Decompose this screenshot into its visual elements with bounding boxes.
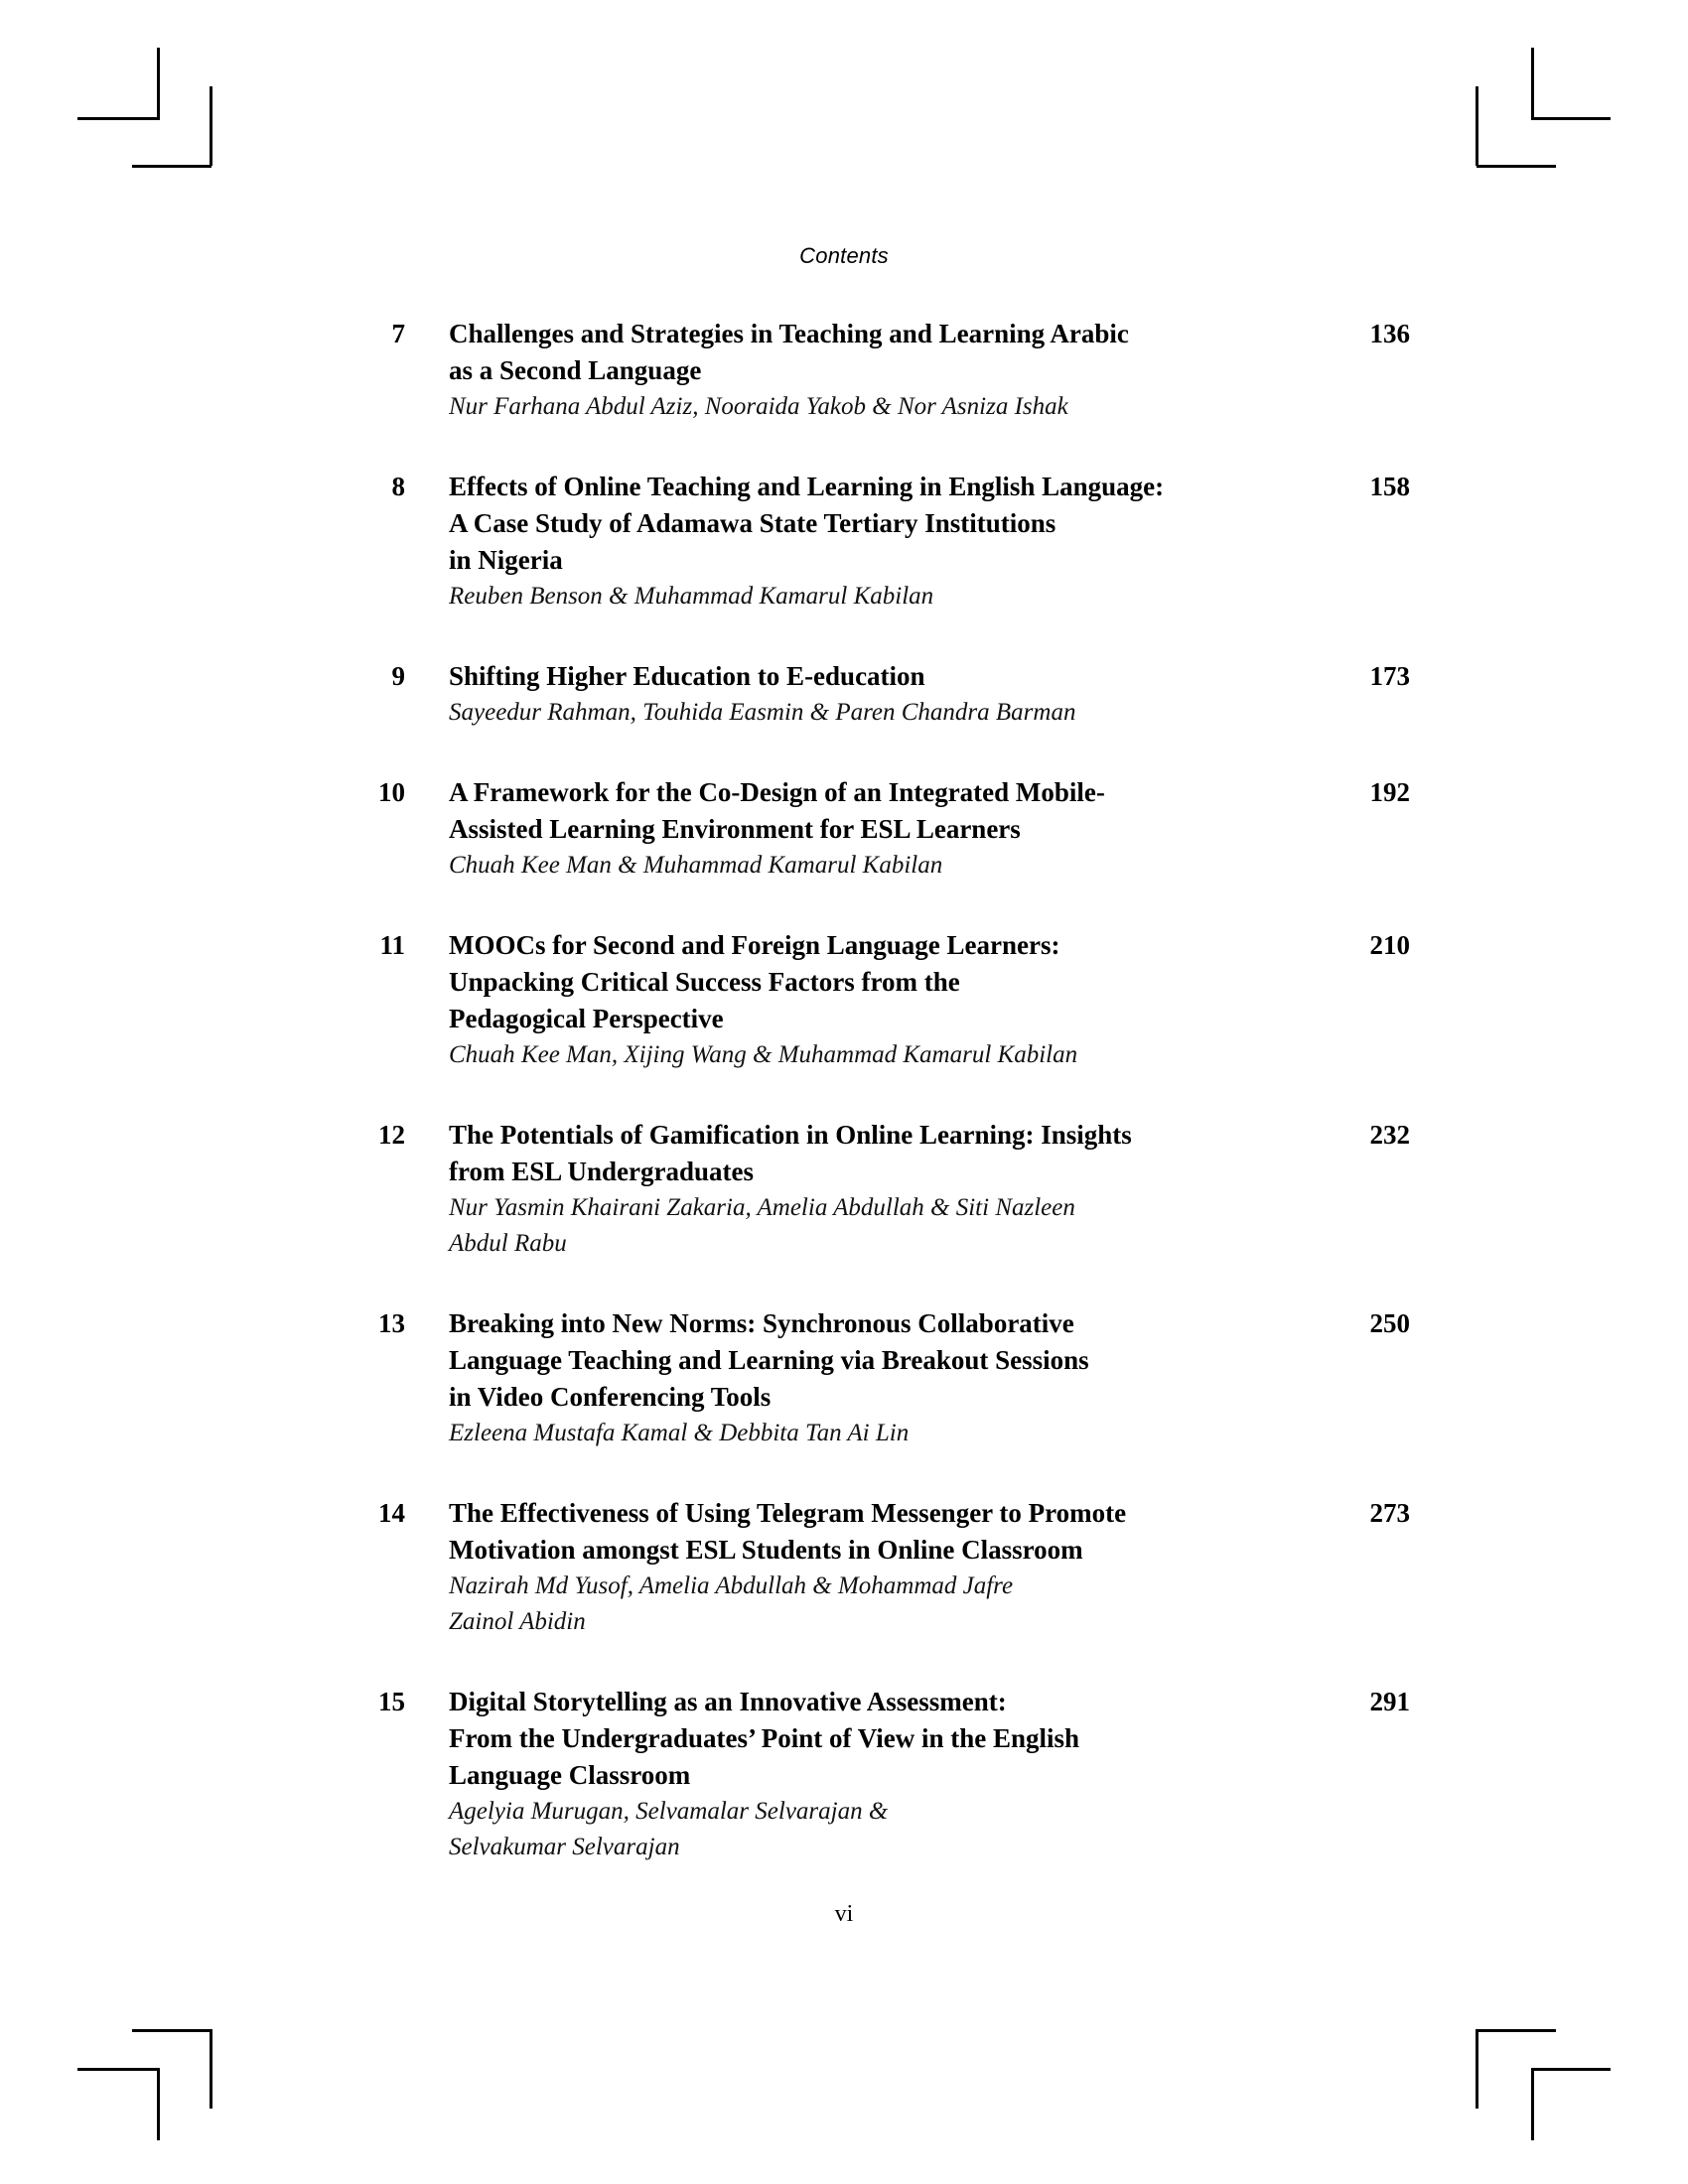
toc-entry[interactable] (338, 927, 1410, 1073)
toc-entry-row (338, 469, 1410, 614)
chapter-title[interactable] (449, 927, 1233, 1037)
toc-entry-body (405, 927, 1410, 1073)
chapter-page-number[interactable]: 232 (1369, 1120, 1410, 1150)
page-folio: vi (834, 1901, 854, 1927)
chapter-title-line: in Video Conferencing Tools (449, 1382, 772, 1412)
toc-entry[interactable] (338, 469, 1410, 614)
chapter-title[interactable] (449, 774, 1233, 848)
chapter-authors-line: Abdul Rabu (449, 1230, 567, 1257)
toc-entry-body (405, 774, 1410, 884)
chapter-title-line: Digital Storytelling as an Innovative Assessment: (449, 1687, 1007, 1716)
toc-entry-row (338, 1117, 1410, 1262)
chapter-authors (449, 848, 1410, 884)
chapter-authors-line: Nur Yasmin Khairani Zakaria, Amelia Abdullah & Siti Nazleen (449, 1194, 1075, 1221)
chapter-number: 8 (391, 472, 405, 501)
chapter-authors-line: Chuah Kee Man & Muhammad Kamarul Kabilan (449, 852, 943, 879)
chapter-authors-line: Reuben Benson & Muhammad Kamarul Kabilan (449, 583, 934, 610)
chapter-title-line: Challenges and Strategies in Teaching and Learning Arabic (449, 319, 1129, 348)
toc-entry-body (405, 658, 1410, 731)
crop-mark-line (1531, 117, 1611, 120)
chapter-number: 10 (378, 777, 405, 807)
chapter-authors-line: Zainol Abidin (449, 1608, 586, 1635)
chapter-authors (449, 579, 1410, 614)
chapter-number: 14 (378, 1498, 405, 1528)
chapter-authors (449, 389, 1410, 425)
chapter-title-line: Language Teaching and Learning via Breakout Sessions (449, 1345, 1089, 1375)
crop-mark-top-right (1432, 48, 1611, 187)
chapter-title[interactable] (449, 316, 1233, 389)
chapter-title-line: Motivation amongst ESL Students in Online Classroom (449, 1535, 1083, 1565)
chapter-number: 9 (391, 661, 405, 691)
chapter-title-line: Language Classroom (449, 1760, 691, 1790)
chapter-page-number[interactable]: 192 (1369, 777, 1410, 807)
toc-entry[interactable] (338, 658, 1410, 731)
chapter-title[interactable] (449, 1305, 1233, 1416)
crop-mark-line (157, 2068, 160, 2140)
chapter-authors-line: Nazirah Md Yusof, Amelia Abdullah & Mohammad Jafre (449, 1572, 1014, 1599)
chapter-title[interactable] (449, 1117, 1233, 1190)
crop-mark-line (1476, 2029, 1478, 2109)
chapter-page-number[interactable]: 250 (1369, 1308, 1410, 1338)
chapter-authors (449, 1794, 1410, 1865)
chapter-number: 7 (391, 319, 405, 348)
chapter-title-line: Unpacking Critical Success Factors from the (449, 967, 960, 997)
chapter-title[interactable] (449, 1684, 1233, 1794)
toc-entry[interactable] (338, 1305, 1410, 1451)
toc-entry[interactable] (338, 1117, 1410, 1262)
chapter-authors (449, 1190, 1410, 1262)
table-of-contents (338, 316, 1410, 1865)
toc-entry-body (405, 1117, 1410, 1262)
chapter-title-line: From the Undergraduates’ Point of View in the English (449, 1723, 1080, 1753)
crop-mark-bottom-left (77, 2007, 256, 2146)
chapter-number: 11 (379, 930, 405, 960)
chapter-title-line: Assisted Learning Environment for ESL Learners (449, 814, 1021, 844)
toc-entry-row (338, 1495, 1410, 1640)
chapter-title-line: The Effectiveness of Using Telegram Messenger to Promote (449, 1498, 1127, 1528)
chapter-title-line: as a Second Language (449, 355, 702, 385)
chapter-title-line: from ESL Undergraduates (449, 1157, 755, 1186)
chapter-authors-line: Agelyia Murugan, Selvamalar Selvarajan & (449, 1798, 889, 1825)
chapter-page-number[interactable]: 291 (1369, 1687, 1410, 1716)
chapter-title-line: in Nigeria (449, 545, 563, 575)
chapter-authors (449, 1037, 1410, 1073)
chapter-authors (449, 1416, 1410, 1451)
toc-entry-row (338, 658, 1410, 731)
chapter-title-line: Effects of Online Teaching and Learning in English Language: (449, 472, 1165, 501)
chapter-authors-line: Ezleena Mustafa Kamal & Debbita Tan Ai Lin (449, 1420, 910, 1446)
chapter-title-line: MOOCs for Second and Foreign Language Learners: (449, 930, 1060, 960)
chapter-title-line: A Framework for the Co-Design of an Integrated Mobile- (449, 777, 1105, 807)
crop-mark-bottom-right (1432, 2007, 1611, 2146)
toc-entry-body (405, 1305, 1410, 1451)
toc-entry-row (338, 316, 1410, 425)
crop-mark-line (157, 48, 160, 120)
chapter-number: 12 (378, 1120, 405, 1150)
chapter-title-line: Pedagogical Perspective (449, 1004, 724, 1033)
toc-entry[interactable] (338, 316, 1410, 425)
crop-mark-line (210, 86, 212, 166)
chapter-number: 13 (378, 1308, 405, 1338)
crop-mark-line (1477, 2029, 1556, 2032)
chapter-authors-line: Sayeedur Rahman, Touhida Easmin & Paren Chandra Barman (449, 699, 1076, 726)
chapter-authors (449, 1569, 1410, 1640)
crop-mark-line (77, 2068, 157, 2071)
toc-entry[interactable] (338, 774, 1410, 884)
chapter-title-line: Breaking into New Norms: Synchronous Collaborative (449, 1308, 1074, 1338)
crop-mark-line (210, 2029, 212, 2109)
chapter-page-number[interactable]: 273 (1369, 1498, 1410, 1528)
crop-mark-line (132, 165, 211, 168)
chapter-page-number[interactable]: 136 (1369, 319, 1410, 348)
toc-entry-body (405, 316, 1410, 425)
crop-mark-line (1477, 165, 1556, 168)
chapter-authors (449, 695, 1410, 731)
toc-entry-row (338, 927, 1410, 1073)
toc-entry-body (405, 1495, 1410, 1640)
chapter-page-number[interactable]: 173 (1369, 661, 1410, 691)
running-head: Contents (799, 243, 889, 268)
chapter-title-line: The Potentials of Gamification in Online Learning: Insights (449, 1120, 1132, 1150)
toc-entry[interactable] (338, 1684, 1410, 1865)
chapter-title[interactable] (449, 658, 1233, 695)
crop-mark-line (1531, 48, 1534, 120)
chapter-title[interactable] (449, 1495, 1233, 1569)
toc-entry-body (405, 1684, 1410, 1865)
crop-mark-line (1531, 2068, 1611, 2071)
toc-entry-row (338, 1305, 1410, 1451)
chapter-title-line: A Case Study of Adamawa State Tertiary Institutions (449, 508, 1056, 538)
chapter-authors-line: Nur Farhana Abdul Aziz, Nooraida Yakob & Nor Asniza Ishak (449, 393, 1068, 420)
toc-entry-row (338, 1684, 1410, 1865)
crop-mark-top-left (77, 48, 256, 187)
toc-entry-body (405, 469, 1410, 614)
chapter-title-line: Shifting Higher Education to E-education (449, 661, 925, 691)
chapter-number: 15 (378, 1687, 405, 1716)
chapter-page-number[interactable]: 210 (1369, 930, 1410, 960)
chapter-page-number[interactable]: 158 (1369, 472, 1410, 501)
crop-mark-line (1531, 2068, 1534, 2140)
toc-entry-row (338, 774, 1410, 884)
crop-mark-line (77, 117, 157, 120)
chapter-authors-line: Chuah Kee Man, Xijing Wang & Muhammad Kamarul Kabilan (449, 1041, 1078, 1068)
crop-mark-line (1476, 86, 1478, 166)
crop-mark-line (132, 2029, 211, 2032)
toc-entry[interactable] (338, 1495, 1410, 1640)
chapter-title[interactable] (449, 469, 1233, 579)
chapter-authors-line: Selvakumar Selvarajan (449, 1834, 680, 1860)
